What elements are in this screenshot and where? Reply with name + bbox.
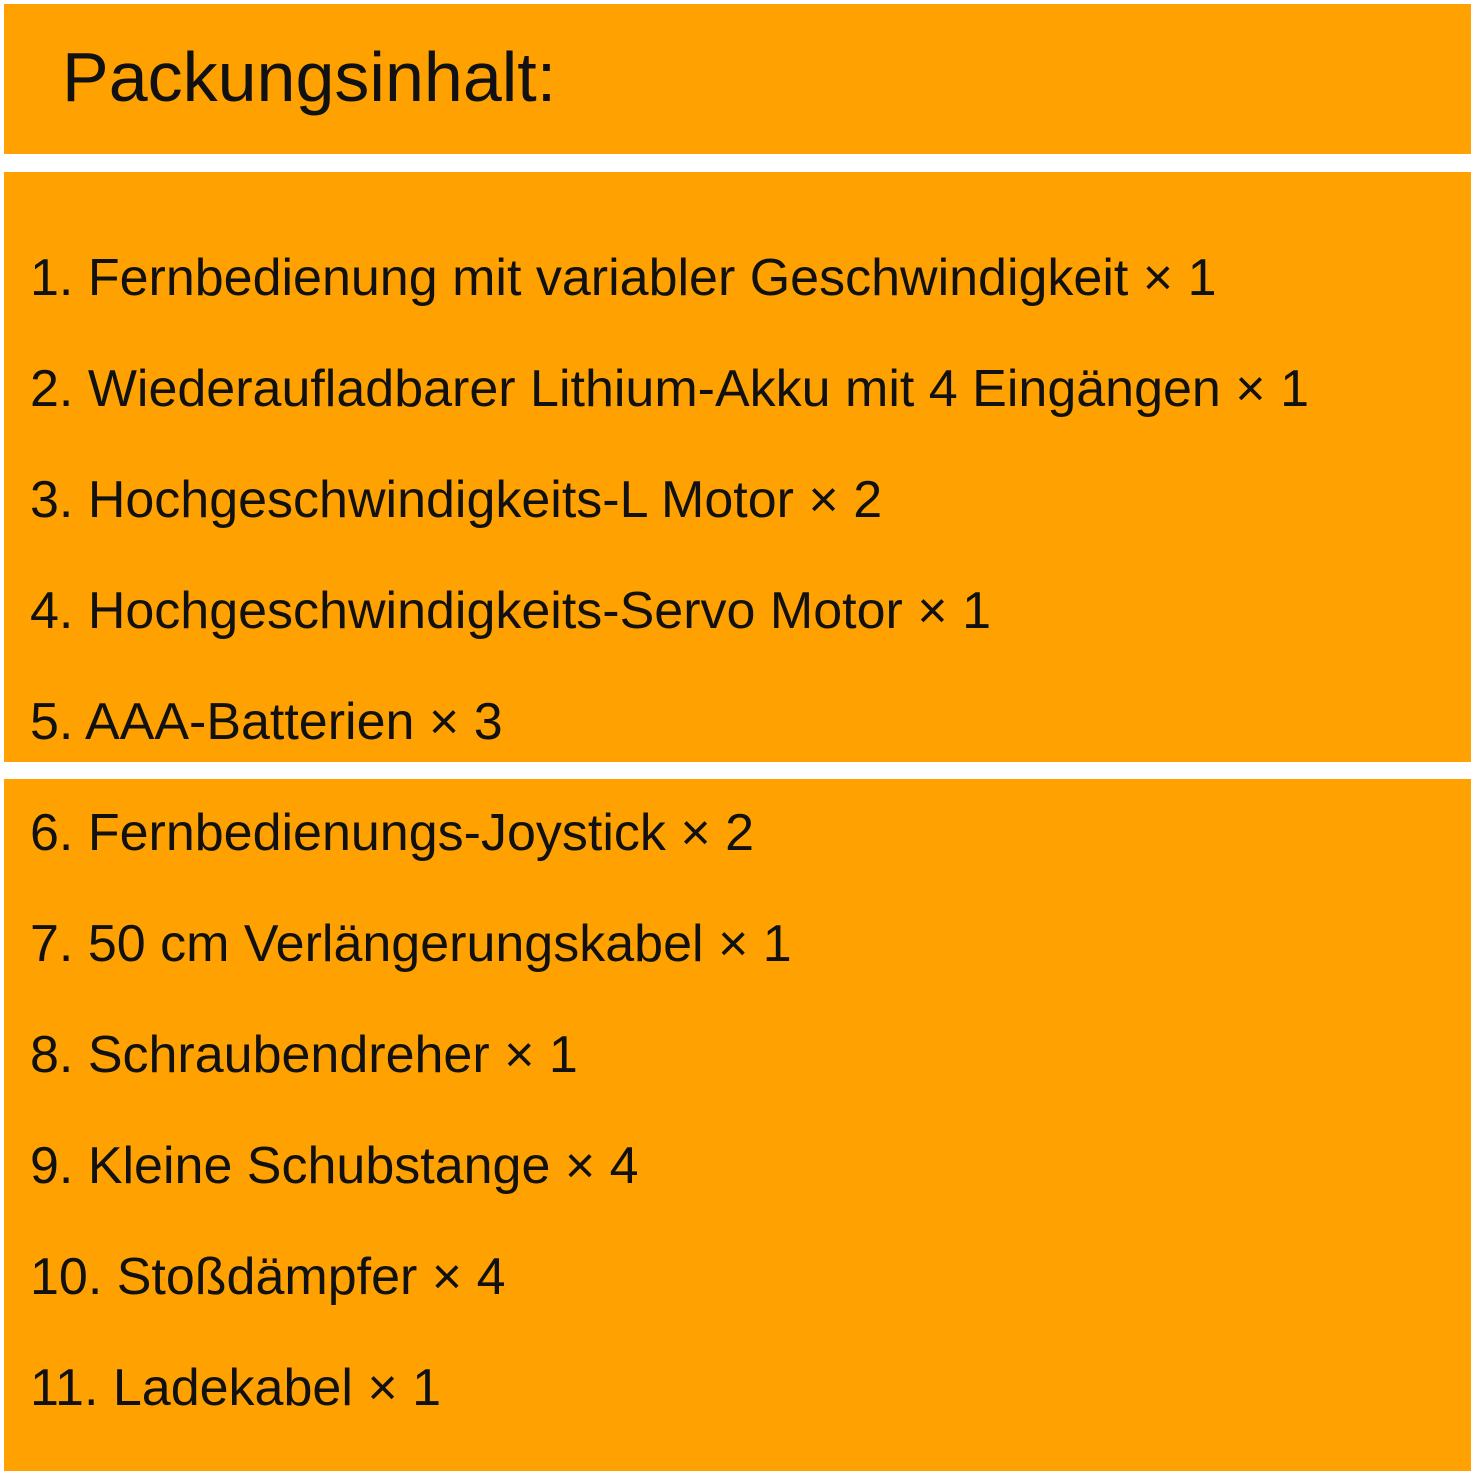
list-item: 3. Hochgeschwindigkeits-L Motor × 2 <box>30 471 883 529</box>
header-panel <box>4 4 1471 154</box>
contents-panel-1 <box>4 172 1471 762</box>
page-title: Packungsinhalt: <box>62 38 557 116</box>
contents-panel-2 <box>4 779 1471 1471</box>
list-item: 8. Schraubendreher × 1 <box>30 1026 578 1084</box>
list-item: 4. Hochgeschwindigkeits-Servo Motor × 1 <box>30 582 992 640</box>
list-item: 2. Wiederaufladbarer Lithium-Akku mit 4 Eingängen × 1 <box>30 360 1310 418</box>
list-item: 10. Stoßdämpfer × 4 <box>30 1248 506 1306</box>
list-item: 6. Fernbedienungs-Joystick × 2 <box>30 804 755 862</box>
contents-list-2 <box>4 779 1471 1471</box>
list-item: 11. Ladekabel × 1 <box>30 1359 442 1417</box>
list-item: 5. AAA-Batterien × 3 <box>30 693 503 751</box>
list-item: 7. 50 cm Verlängerungskabel × 1 <box>30 915 792 973</box>
list-item: 9. Kleine Schubstange × 4 <box>30 1137 639 1195</box>
list-item: 1. Fernbedienung mit variabler Geschwindigkeit × 1 <box>30 249 1217 307</box>
contents-list-1 <box>4 172 1471 762</box>
